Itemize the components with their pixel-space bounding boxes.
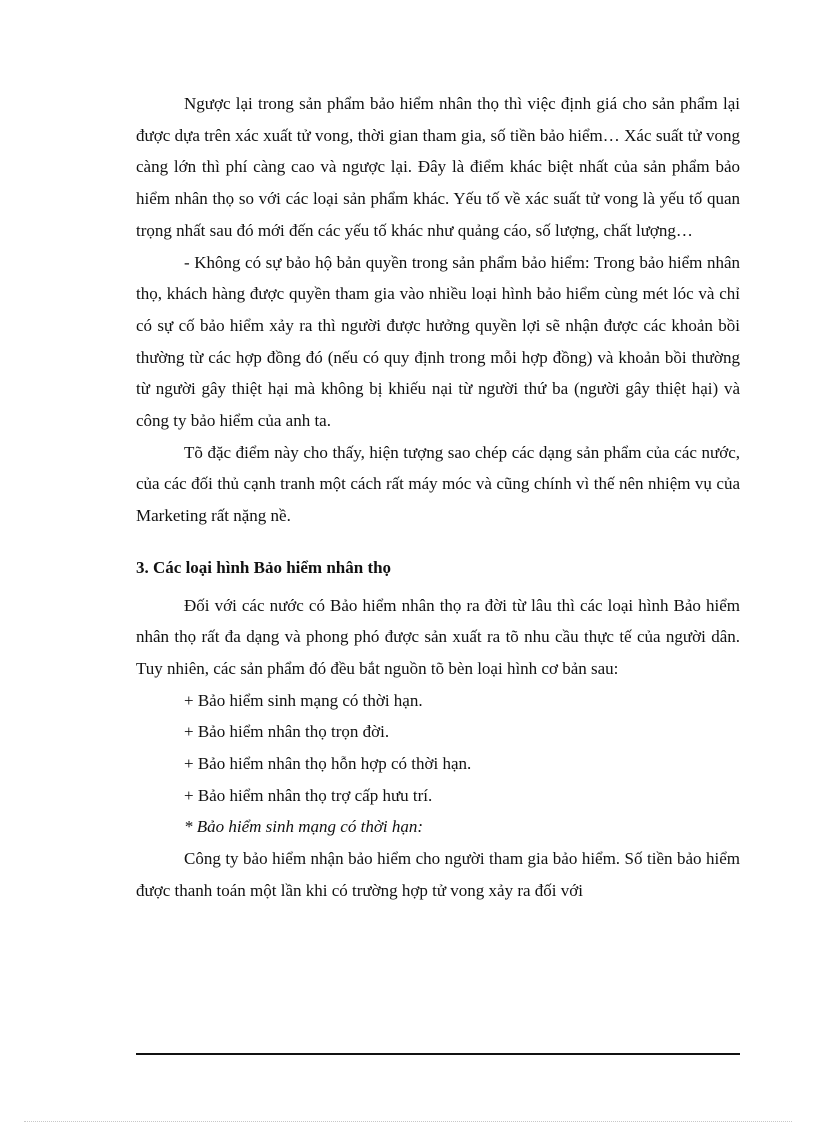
page-content bbox=[136, 88, 740, 907]
paragraph-intro: Đối với các nước có Bảo hiểm nhân thọ ra đời từ lâu thì các loại hình Bảo hiểm nhân thọ rất đa dạng và phong phó được sản xuất ra tõ nhu cầu thực tế của người dân. Tuy nhiên, các sản phẩm đó đều bắt nguồn tõ bèn loại hình cơ bản sau: bbox=[136, 595, 740, 678]
paragraph-closing: Công ty bảo hiểm nhận bảo hiểm cho người tham gia bảo hiểm. Số tiền bảo hiểm được thanh toán một lần khi có trường hợp tử vong xảy ra đối với bbox=[136, 849, 740, 900]
paragraph-marketing: Tõ đặc điểm này cho thấy, hiện tượng sao chép các dạng sản phẩm của các nước, của các đối thủ cạnh tranh một cách rất máy móc và cũng chính vì thế nên nhiệm vụ của Marketing rất nặng nề. bbox=[136, 442, 740, 526]
footer-rule bbox=[136, 1053, 740, 1055]
list-item: + Bảo hiểm nhân thọ hỗn hợp có thời hạn. bbox=[184, 754, 472, 774]
list-item: + Bảo hiểm nhân thọ trợ cấp hưu trí. bbox=[184, 785, 433, 805]
list-item: + Bảo hiểm sinh mạng có thời hạn. bbox=[184, 690, 423, 710]
section-heading: 3. Các loại hình Bảo hiểm nhân thọ bbox=[136, 557, 392, 577]
paragraph-copyright: - Không có sự bảo hộ bản quyền trong sản phẩm bảo hiểm: Trong bảo hiểm nhân thọ, khách hàng được quyền tham gia vào nhiều loại hình bảo hiểm cùng mét lóc và chỉ có sự cố bảo hiểm xảy ra thì người được hưởng quyền lợi sẽ nhận được các khoản bồi thường từ các hợp đồng đó (nếu có quy định trong mỗi hợp đồng) và khoản bồi thường từ người gây thiệt hại mà không bị khiếu nại từ người thứ ba (người gây thiệt hại) và công ty bảo hiểm của anh ta. bbox=[136, 252, 740, 431]
paragraph-pricing: Ngược lại trong sản phẩm bảo hiểm nhân thọ thì việc định giá cho sản phẩm lại được dựa trên xác xuất tử vong, thời gian tham gia, số tiền bảo hiểm… Xác suất tử vong càng lớn thì phí càng cao và ngược lại. Đây là điểm khác biệt nhất của sản phẩm bảo hiểm nhân thọ so với các loại sản phẩm khác. Yếu tố về xác suất tử vong là yếu tố quan trọng nhất sau đó mới đến các yếu tố khác như quảng cáo, số lượng, chất lượng… bbox=[136, 94, 740, 240]
page-edge-divider bbox=[24, 1121, 792, 1122]
subheading: * Bảo hiểm sinh mạng có thời hạn: bbox=[184, 817, 424, 837]
list-item: + Bảo hiểm nhân thọ trọn đời. bbox=[184, 722, 390, 742]
